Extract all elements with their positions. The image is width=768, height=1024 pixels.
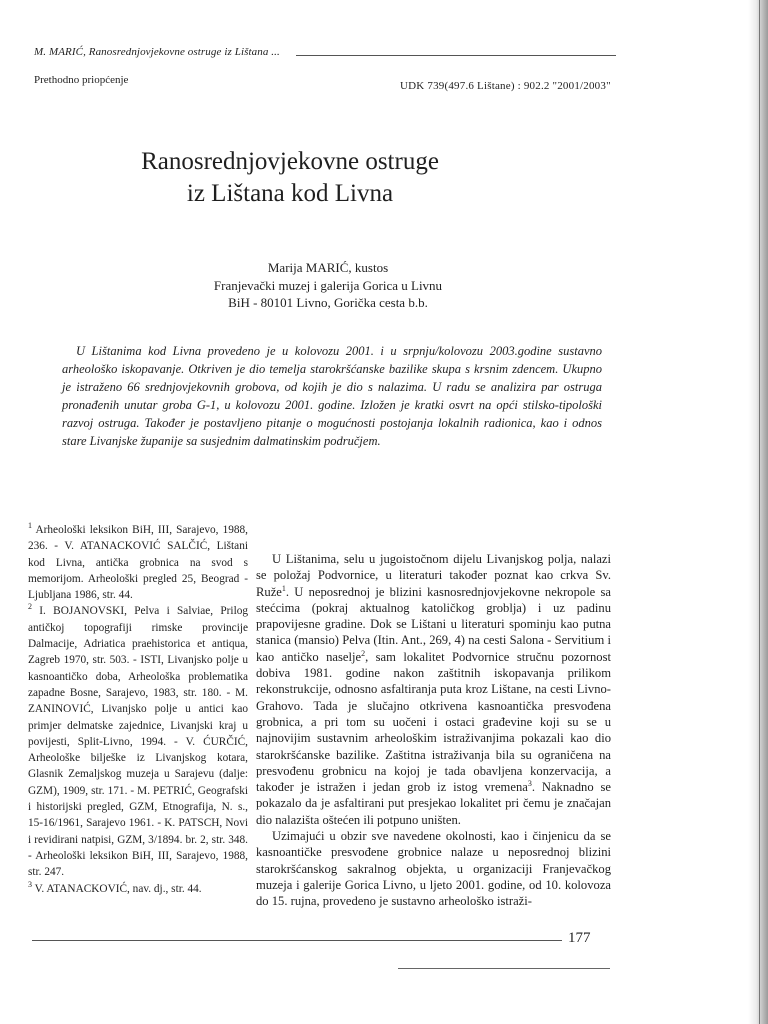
footnote-2 [28, 603, 248, 880]
article-type-label: Prethodno priopćenje [34, 74, 129, 86]
footnotes [28, 522, 248, 897]
page-number: 177 [568, 930, 591, 946]
footnote-ref: 2 [361, 648, 366, 658]
abstract: U Lištanima kod Livna provedeno je u kolovozu 2001. i u srpnju/kolovozu 2003.godine sustavno arheološko iskopavanje. Otkriven je dio temelja starokršćanske bazilike skupa s krsnim zdencem. Ukupno je istraženo 66 srednjovjekovnih grobova, od kojih je dio s nalazima. U radu se analizira par ostruga pronađenih unutar groba G-1, u kolovozu 2001. godine. Izložen je kratki osvrt na opći stilsko-tipološki razvoj ostruga. Također je postavljeno pitanje o mogućnosti postojanja lokalnih radionica, kao i odnos stare Livanjske županije sa susjednim dalmatinskim područjem. [62, 344, 602, 448]
footnote-text: V. ATANACKOVIĆ, nav. dj., str. 44. [34, 882, 202, 895]
scan-page-edge [748, 0, 768, 1024]
body-text-run: U Lištanima, selu u jugoistočnom dijelu Livanjskog polja, nalazi se položaj Podvornice, u literaturi također poznat kao crkva Sv. Ruže [256, 552, 611, 599]
footnote-marker: 2 [28, 602, 32, 612]
footnote-text: I. BOJANOVSKI, Pelva i Salviae, Prilog antičkoj topografiji rimske provincije Dalmacije, Adriatica praehistorica et antiqua, Zagreb 1970, str. 503. - ISTI, Livanjsko polje u kasnoantičko doba, Arheološka problematika zapadne Bosne, Sarajevo, 1983, str. 180. - M. ZANINOVIĆ, Livanjsko polje u antici kao primjer delmatske zajednice, Livanjski kraj u povijesti, Split-Livno, 1994. - V. ĆURČIĆ, Arheološke bilješke iz Livanjskog kotara, Glasnik Zemaljskog muzeja u Sarajevu (dalje: GZM), 1909, str. 171. - M. PETRIĆ, Geografski i historijski pregled, GZM, Etnografija, N. s., 15-16/1961, Sarajevo 1961. - K. PATSCH, Novi i revidirani natpisi, GZM, 3/1894. br. 2, str. 348. - Arheološki leksikon BiH, III, Sarajevo, 1988, str. 247. [28, 605, 249, 879]
body-paragraph-1 [256, 551, 611, 828]
lower-rule [398, 968, 610, 969]
author-institution: Franjevački muzej i galerija Gorica u Livnu [213, 277, 443, 293]
running-head-rule [296, 55, 616, 56]
body-text-run: . Naknadno se pokazalo da je asfaltirani put presjekao lokalitet pri čemu je značajan dio nalazišta oštećen ili potpuno uništen. [256, 780, 611, 827]
scan-edge-line [759, 0, 760, 1024]
footnote-1 [28, 522, 248, 603]
body-text-run: . U neposrednoj je blizini kasnosrednjovjekovne nekropole sa stećcima (pokraj aktualnog katoličkog groblja) i uz padinu prapovijesne gradine. Dok se Lištani u literaturi spominju kao putna stanica (mansio) Pelva (Itin. Ant., 269, 4) na cesti Salona - Servitium i kao antičko naselje [256, 584, 611, 664]
body-text [256, 551, 611, 910]
running-head: M. MARIĆ, Ranosrednjovjekovne ostruge iz Lištana ... [34, 46, 280, 58]
body-text-run: , sam lokalitet Podvornice stručnu pozornost dobiva 1981. godine nakon zaštitnih iskopavanja prilikom rekonstrukcije, odnosno asfaltiranja puta kroz Lištane, na cesti Livno-Grahovo. Tada je slučajno otkrivena kasnoantička presvođena grobnica, a pri tom su uočeni i ostaci građevine koji su se u najnovijim sustavnim arheološkim istraživanjima pokazali kao dio starokršćanske bazilike. Zaštitna istraživanja bila su ograničena na presvođenu grobnicu na kojoj je tada obavljena konzervacija, a također je istražen i jedan grob iz istog vremena [256, 649, 611, 795]
author-address: BiH - 80101 Livno, Gorička cesta b.b. [228, 295, 428, 310]
footer-rule [32, 940, 562, 941]
footnote-3 [28, 881, 248, 897]
footnote-ref: 3 [527, 778, 532, 788]
footnote-ref: 1 [281, 583, 286, 593]
body-paragraph-2: Uzimajući u obzir sve navedene okolnosti, kao i činjenicu da se kasnoantičke presvođene grobnice nalaze u neposrednoj blizini starokršćanskog sakralnog objekta, u organizaciji Franjevačkog muzeja i galerije Gorica Livno, u ljeto 2001. godine, od 10. kolovoza do 15. rujna, provedeno je sustavno arheološko istraži- [256, 829, 611, 909]
title-line-2: iz Lištana kod Livna [186, 180, 394, 207]
footnote-marker: 1 [28, 521, 32, 531]
author-name: Marija MARIĆ, kustos [267, 260, 389, 275]
title-line-1: Ranosrednjovjekovne ostruge [141, 148, 439, 175]
article-title [0, 146, 580, 210]
udk-classification: UDK 739(497.6 Lištane) : 902.2 "2001/2003" [400, 80, 611, 92]
footnote-text: Arheološki leksikon BiH, III, Sarajevo, 1988, 236. - V. ATANACKOVIĆ SALČIĆ, Lištani kod Livna, antička grobnica na svod s memorijom. Arheološki pregled 25, Beograd - Ljubljana 1986, str. 44. [28, 524, 248, 602]
footnote-marker: 3 [28, 879, 32, 889]
author-affiliation [148, 259, 508, 312]
